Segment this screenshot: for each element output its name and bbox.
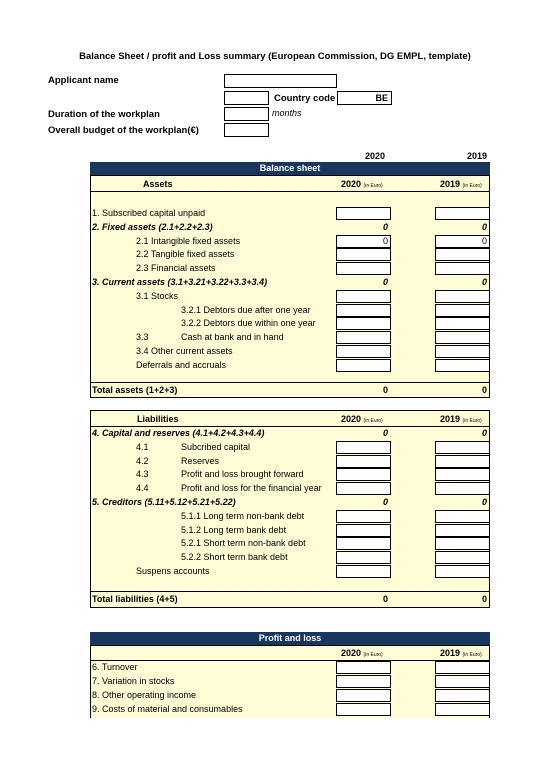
liabilities-input-2019[interactable] (435, 565, 490, 578)
pnl-item-label: 6. Turnover (92, 662, 138, 672)
liabilities-input-2019[interactable] (435, 524, 490, 537)
assets-input-2019[interactable] (435, 248, 490, 261)
assets-input-2019[interactable]: 0 (435, 235, 490, 248)
assets-input-2020[interactable] (336, 207, 391, 220)
assets-input-2020[interactable] (336, 248, 391, 261)
assets-input-2020[interactable] (336, 359, 391, 372)
divider (91, 591, 489, 592)
liabilities-row (91, 427, 489, 440)
assets-item-label: 3.4 Other current assets (136, 346, 233, 356)
liabilities-item-number: 4.1 (136, 441, 149, 452)
liabilities-input-2020[interactable] (336, 441, 391, 454)
assets-input-2019[interactable] (435, 290, 490, 303)
liabilities-input-2019[interactable] (435, 510, 490, 523)
assets-header-row (91, 178, 489, 191)
liabilities-input-2019[interactable] (435, 537, 490, 550)
assets-column-label: Assets (143, 179, 173, 189)
liabilities-value-2020: 0 (382, 497, 388, 507)
pnl-input-2019[interactable] (435, 689, 490, 702)
profit-loss-section (90, 645, 490, 718)
pnl-input-2019[interactable] (435, 703, 490, 716)
assets-input-2019[interactable] (435, 345, 490, 358)
pnl-row (91, 661, 489, 674)
liabilities-item-number: 4.3 (136, 469, 149, 480)
assets-row (91, 290, 489, 303)
assets-item-label: 3.2.1 Debtors due after one year (181, 304, 311, 315)
liabilities-input-2020[interactable] (336, 482, 391, 495)
assets-input-2020[interactable] (336, 331, 391, 344)
liabilities-row (91, 524, 489, 537)
assets-input-2020[interactable] (336, 304, 391, 317)
assets-section (90, 175, 490, 398)
liabilities-section (90, 410, 490, 608)
liabilities-input-2020[interactable] (336, 468, 391, 481)
assets-item-label: Deferrals and accruals (136, 359, 227, 370)
assets-input-2020[interactable]: 0 (336, 235, 391, 248)
liabilities-item-label: Profit and loss brought forward (181, 469, 304, 480)
year-2020-heading: 2020 (365, 151, 386, 161)
liabilities-row (91, 441, 489, 454)
liabilities-item-label: 5.1.1 Long term non-bank debt (181, 510, 305, 521)
liabilities-item-label: 5. Creditors (5.11+5.12+5.21+5.22) (92, 497, 236, 507)
months-label: months (272, 108, 302, 118)
liabilities-column-label: Liabilities (137, 414, 179, 424)
applicant-name-field[interactable] (224, 74, 337, 88)
liabilities-item-label: 5.1.2 Long term bank debt (181, 524, 287, 535)
pnl-col-2020: 2020 (in Euro) (341, 648, 383, 658)
duration-field[interactable] (224, 107, 269, 121)
liabilities-input-2020[interactable] (336, 510, 391, 523)
assets-input-2020[interactable] (336, 345, 391, 358)
liabilities-input-2019[interactable] (435, 551, 490, 564)
total-assets-2019: 0 (481, 385, 487, 395)
pnl-item-label: 7. Variation in stocks (92, 676, 175, 686)
budget-label: Overall budget of the workplan(€) (48, 125, 199, 136)
assets-input-2020[interactable] (336, 317, 391, 330)
total-liabilities-row (91, 593, 489, 606)
liabilities-row (91, 468, 489, 481)
assets-input-2019[interactable] (435, 304, 490, 317)
assets-item-label: Cash at bank and in hand (181, 332, 284, 343)
pnl-input-2020[interactable] (336, 689, 391, 702)
total-liabilities-2019: 0 (481, 594, 487, 604)
assets-row (91, 221, 489, 234)
liabilities-row (91, 565, 489, 578)
assets-item-label: 2. Fixed assets (2.1+2.2+2.3) (92, 221, 213, 232)
profit-loss-bar: Profit and loss (90, 632, 490, 645)
pnl-row (91, 689, 489, 702)
liabilities-value-2019: 0 (481, 428, 487, 438)
assets-row (91, 317, 489, 330)
assets-item-number: 3.3 (136, 332, 149, 343)
assets-item-label: 2.3 Financial assets (136, 263, 216, 274)
assets-col-2020: 2020 (in Euro) (341, 179, 383, 189)
duration-label: Duration of the workplan (48, 109, 160, 120)
liabilities-input-2020[interactable] (336, 565, 391, 578)
assets-row (91, 207, 489, 220)
assets-item-label: 2.1 Intangible fixed assets (136, 235, 241, 246)
total-assets-2020: 0 (382, 385, 388, 395)
assets-input-2020[interactable] (336, 262, 391, 275)
liabilities-item-number: 4.2 (136, 455, 149, 466)
liabilities-input-2020[interactable] (336, 537, 391, 550)
assets-col-2019: 2019 (in Euro) (440, 179, 482, 189)
liabilities-input-2019[interactable] (435, 468, 490, 481)
pnl-input-2019[interactable] (435, 661, 490, 674)
divider (91, 191, 489, 192)
assets-item-label: 3.2.2 Debtors due within one year (181, 318, 316, 329)
pnl-input-2020[interactable] (336, 703, 391, 716)
assets-row (91, 235, 489, 248)
applicant-name-label: Applicant name (48, 75, 119, 86)
assets-item-label: 3. Current assets (3.1+3.21+3.22+3.3+3.4) (92, 277, 268, 287)
liabilities-input-2020[interactable] (336, 455, 391, 468)
liabilities-row (91, 551, 489, 564)
assets-input-2019[interactable] (435, 359, 490, 372)
assets-item-label: 2.2 Tangible fixed assets (136, 249, 235, 260)
total-liabilities-label: Total liabilities (4+5) (92, 594, 178, 604)
page-title: Balance Sheet / profit and Loss summary (European Commission, DG EMPL, template) (79, 51, 471, 62)
pnl-row (91, 675, 489, 688)
assets-input-2019[interactable] (435, 331, 490, 344)
liabilities-row (91, 496, 489, 509)
assets-row (91, 304, 489, 317)
pnl-input-2019[interactable] (435, 675, 490, 688)
liabilities-item-label: 5.2.2 Short term bank debt (181, 552, 288, 563)
assets-value-2020: 0 (382, 277, 388, 287)
assets-value-2020: 0 (382, 221, 388, 232)
pnl-item-label: 9. Costs of material and consumables (92, 704, 243, 714)
liabilities-input-2020[interactable] (336, 524, 391, 537)
assets-row (91, 359, 489, 372)
pnl-input-2020[interactable] (336, 675, 391, 688)
liabilities-item-label: Profit and loss for the financial year (181, 483, 322, 494)
liabilities-header-row (91, 413, 489, 426)
liabilities-input-2019[interactable] (435, 455, 490, 468)
assets-row (91, 248, 489, 261)
liabilities-item-label: Suspens accounts (136, 566, 210, 576)
assets-row (91, 345, 489, 358)
pnl-header-row (91, 647, 489, 660)
assets-item-label: 3.1 Stocks (136, 290, 179, 301)
liabilities-item-number: 4.4 (136, 483, 149, 494)
assets-row (91, 276, 489, 289)
budget-field[interactable] (224, 123, 269, 137)
liabilities-row (91, 537, 489, 550)
total-liabilities-2020: 0 (382, 594, 388, 604)
total-assets-row (91, 384, 489, 397)
assets-row (91, 262, 489, 275)
liabilities-value-2019: 0 (481, 497, 487, 507)
assets-value-2019: 0 (481, 221, 487, 232)
liabilities-col-2020: 2020 (in Euro) (341, 414, 383, 424)
liabilities-row (91, 510, 489, 523)
assets-input-2019[interactable] (435, 262, 490, 275)
liabilities-row (91, 455, 489, 468)
assets-item-label: 1. Subscribed capital unpaid (92, 208, 206, 218)
assets-input-2020[interactable] (336, 290, 391, 303)
liabilities-input-2020[interactable] (336, 551, 391, 564)
liabilities-input-2019[interactable] (435, 441, 490, 454)
total-assets-label: Total assets (1+2+3) (92, 385, 178, 395)
liabilities-item-label: 4. Capital and reserves (4.1+4.2+4.3+4.4) (92, 428, 265, 438)
liabilities-item-label: 5.2.1 Short term non-bank debt (181, 538, 306, 549)
country-code-label: Country code (274, 93, 336, 104)
liabilities-item-label: Reserves (181, 455, 220, 466)
assets-row (91, 331, 489, 344)
liabilities-col-2019: 2019 (in Euro) (440, 414, 482, 424)
liabilities-row (91, 482, 489, 495)
year-2019-heading: 2019 (467, 151, 488, 161)
pnl-input-2020[interactable] (336, 661, 391, 674)
assets-input-2019[interactable] (435, 207, 490, 220)
divider (91, 382, 489, 383)
liabilities-item-label: Subcribed capital (181, 441, 251, 452)
country-code-field[interactable]: BE (337, 91, 392, 105)
liabilities-value-2020: 0 (382, 428, 388, 438)
pnl-col-2019: 2019 (in Euro) (440, 648, 482, 658)
pnl-row (91, 703, 489, 716)
pnl-item-label: 8. Other operating income (92, 690, 197, 700)
balance-sheet-bar: Balance sheet (90, 162, 490, 175)
liabilities-input-2019[interactable] (435, 482, 490, 495)
assets-value-2019: 0 (481, 277, 487, 287)
country-blank-field[interactable] (224, 91, 269, 105)
assets-input-2019[interactable] (435, 317, 490, 330)
